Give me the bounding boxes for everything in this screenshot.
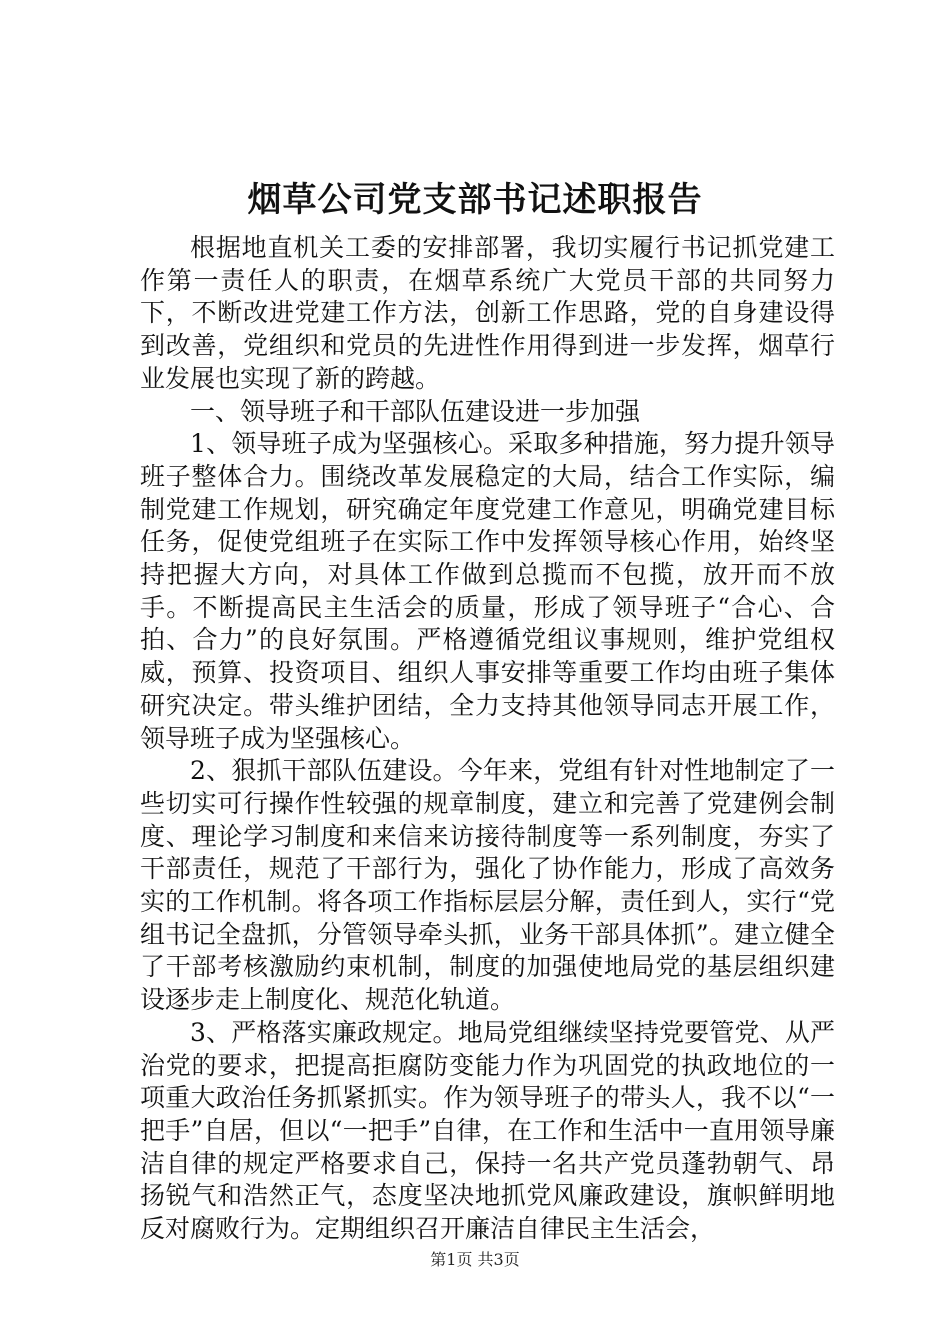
paragraph-cadre-building: 2、狠抓干部队伍建设。今年来，党组有针对性地制定了一些切实可行操作性较强的规章制度，建立和完善了党建例会制度、理论学习制度和来信来访接待制度等一系列制度，夯实了干部责任，规范了干部行为，强化了协作能力，形成了高效务实的工作机制。将各项工作指标层层分解，责任到人，实行“党组书记全盘抓，分管领导牵头抓，业务干部具体抓”。建立健全了干部考核激励约束机制，制度的加强使地局党的基层组织建设逐步走上制度化、规范化轨道。: [140, 756, 835, 1015]
paragraph-leadership-core: 1、领导班子成为坚强核心。采取多种措施，努力提升领导班子整体合力。围绕改革发展稳定的大局，结合工作实际，编制党建工作规划，研究确定年度党建工作意见，明确党建目标任务，促使党组班子在实际工作中发挥领导核心作用，始终坚持把握大方向，对具体工作做到总揽而不包揽，放开而不放手。不断提高民主生活会的质量，形成了领导班子“合心、合拍、合力”的良好氛围。严格遵循党组议事规则，维护党组权威，预算、投资项目、组织人事安排等重要工作均由班子集体研究决定。带头维护团结，全力支持其他领导同志开展工作，领导班子成为坚强核心。: [140, 429, 835, 753]
document-title: 烟草公司党支部书记述职报告: [247, 180, 703, 220]
paragraph-integrity-rules: 3、严格落实廉政规定。地局党组继续坚持党要管党、从严治党的要求，把提高拒腐防变能力作为巩固党的执政地位的一项重大政治任务抓紧抓实。作为领导班子的带头人，我不以“一把手”自居，但以“一把手”自律，在工作和生活中一直用领导廉洁自律的规定严格要求自己，保持一名共产党员蓬勃朝气、昂扬锐气和浩然正气，态度坚决地抓党风廉政建设，旗帜鲜明地反对腐败行为。定期组织召开廉洁自律民主生活会，: [140, 1017, 835, 1244]
section-heading-1: 一、领导班子和干部队伍建设进一步加强: [190, 396, 641, 426]
intro-paragraph: 根据地直机关工委的安排部署，我切实履行书记抓党建工作第一责任人的职责，在烟草系统广大党员干部的共同努力下，不断改进党建工作方法，创新工作思路，党的自身建设得到改善，党组织和党员的先进性作用得到进一步发挥，烟草行业发展也实现了新的跨越。: [140, 233, 835, 393]
document-body: [140, 232, 835, 1246]
page-number-footer: 第1页 共3页: [430, 1250, 520, 1269]
